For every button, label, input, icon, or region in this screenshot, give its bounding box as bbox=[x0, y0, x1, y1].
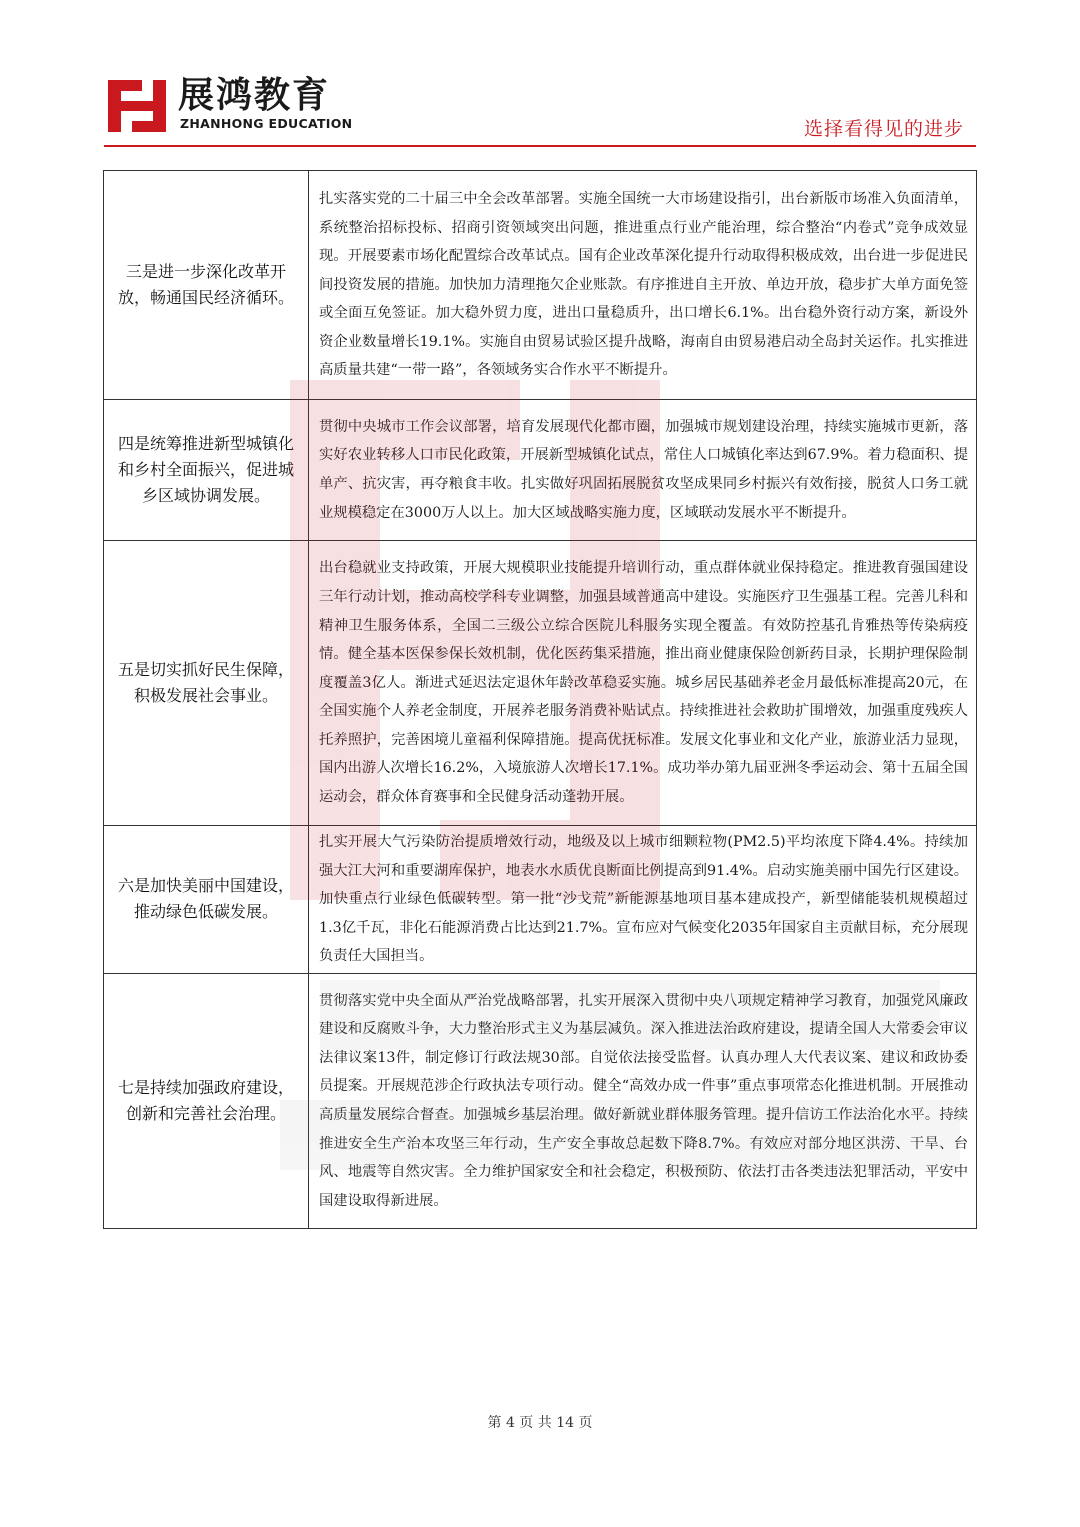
row-title: 六是加快美丽中国建设，推动绿色低碳发展。 bbox=[104, 826, 309, 974]
zh-logo-icon bbox=[108, 80, 166, 132]
table-row bbox=[104, 541, 977, 826]
table-row bbox=[104, 171, 977, 400]
row-content: 扎实落实党的二十届三中全会改革部署。实施全国统一大市场建设指引，出台新版市场准入负面清单，系统整治招标投标、招商引资领域突出问题，推进重点行业产能治理，综合整治“内卷式”竞争成效显现。开展要素市场化配置综合改革试点。国有企业改革深化提升行动取得积极成效，出台进一步促进民间投资发展的措施。加快加力清理拖欠企业账款。有序推进自主开放、单边开放，稳步扩大单方面免签或全面互免签证。加大稳外贸力度，进出口量稳质升，出口增长6.1%。出台稳外资行动方案，新设外资企业数量增长19.1%。实施自由贸易试验区提升战略，海南自由贸易港启动全岛封关运作。扎实推进高质量共建“一带一路”，各领域务实合作水平不断提升。 bbox=[309, 171, 977, 400]
page-number: 第 4 页 共 14 页 bbox=[487, 1415, 593, 1431]
page-header bbox=[0, 0, 1080, 150]
table-row bbox=[104, 973, 977, 1228]
row-content: 贯彻落实党中央全面从严治党战略部署，扎实开展深入贯彻中央八项规定精神学习教育，加强党风廉政建设和反腐败斗争，大力整治形式主义为基层减负。深入推进法治政府建设，提请全国人大常委会审议法律议案13件，制定修订行政法规30部。自觉依法接受监督。认真办理人大代表议案、建议和政协委员提案。开展规范涉企行政执法专项行动。健全“高效办成一件事”重点事项常态化推进机制。开展推动高质量发展综合督查。加强城乡基层治理。做好新就业群体服务管理。提升信访工作法治化水平。持续推进安全生产治本攻坚三年行动，生产安全事故总起数下降8.7%。有效应对部分地区洪涝、干旱、台风、地震等自然灾害。全力维护国家安全和社会稳定，积极预防、依法打击各类违法犯罪活动，平安中国建设取得新进展。 bbox=[309, 973, 977, 1228]
brand-slogan: 选择看得见的进步 bbox=[803, 118, 964, 140]
row-title: 四是统筹推进新型城镇化和乡村全面振兴，促进城乡区域协调发展。 bbox=[104, 400, 309, 541]
row-title: 五是切实抓好民生保障，积极发展社会事业。 bbox=[104, 541, 309, 826]
brand-name-en: ZHANHONG EDUCATION bbox=[180, 116, 353, 131]
brand-name-cn: 展鸿教育 bbox=[178, 75, 331, 116]
row-content: 贯彻中央城市工作会议部署，培育发展现代化都市圈，加强城市规划建设治理，持续实施城市更新，落实好农业转移人口市民化政策，开展新型城镇化试点，常住人口城镇化率达到67.9%。着力稳面积、提单产、抗灾害，再夺粮食丰收。扎实做好巩固拓展脱贫攻坚成果同乡村振兴有效衔接，脱贫人口务工就业规模稳定在3000万人以上。加大区域战略实施力度，区域联动发展水平不断提升。 bbox=[309, 400, 977, 541]
row-title: 七是持续加强政府建设，创新和完善社会治理。 bbox=[104, 973, 309, 1228]
row-title: 三是进一步深化改革开放，畅通国民经济循环。 bbox=[104, 171, 309, 400]
row-content: 出台稳就业支持政策，开展大规模职业技能提升培训行动，重点群体就业保持稳定。推进教育强国建设三年行动计划，推动高校学科专业调整，加强县域普通高中建设。实施医疗卫生强基工程。完善儿科和精神卫生服务体系，全国二三级公立综合医院儿科服务实现全覆盖。有效防控基孔肯雅热等传染病疫情。健全基本医保参保长效机制，优化医药集采措施，推出商业健康保险创新药目录，长期护理保险制度覆盖3亿人。渐进式延迟法定退休年龄改革稳妥实施。城乡居民基础养老金月最低标准提高20元，在全国实施个人养老金制度，开展养老服务消费补贴试点。持续推进社会救助扩围增效，加强重度残疾人托养照护，完善困境儿童福利保障措施。提高优抚标准。发展文化事业和文化产业，旅游业活力显现，国内出游人次增长16.2%，入境旅游人次增长17.1%。成功举办第九届亚洲冬季运动会、第十五届全国运动会，群众体育赛事和全民健身活动蓬勃开展。 bbox=[309, 541, 977, 826]
policy-table bbox=[103, 170, 977, 1229]
header-divider bbox=[104, 145, 976, 147]
table-row bbox=[104, 400, 977, 541]
table-row bbox=[104, 826, 977, 974]
row-content: 扎实开展大气污染防治提质增效行动，地级及以上城市细颗粒物(PM2.5)平均浓度下降4.4%。持续加强大江大河和重要湖库保护，地表水水质优良断面比例提高到91.4%。启动实施美丽中国先行区建设。加快重点行业绿色低碳转型。第一批“沙戈荒”新能源基地项目基本建成投产，新型储能装机规模超过1.3亿千瓦，非化石能源消费占比达到21.7%。宣布应对气候变化2035年国家自主贡献目标，充分展现负责任大国担当。 bbox=[309, 826, 977, 974]
